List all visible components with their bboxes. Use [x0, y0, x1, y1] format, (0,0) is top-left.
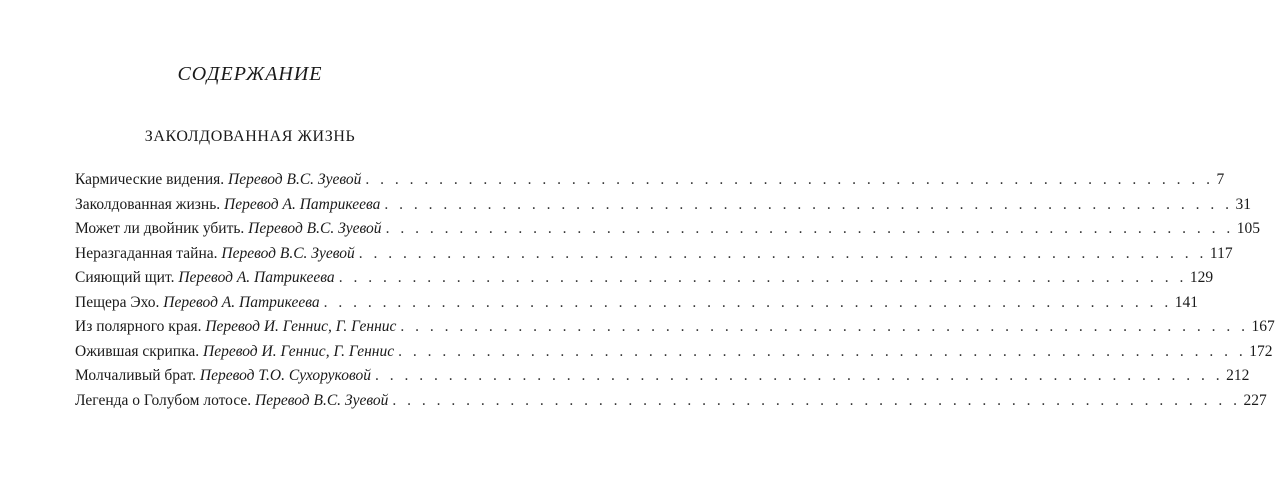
entry-title: Может ли двойник убить.: [75, 220, 245, 237]
dot-leader: . . . . . . . . . . . . . . . . . . . . . . . . . . . . . . . . . . . . . . . . . . . . . . . . . . . . . . . . . .: [358, 244, 1207, 262]
entry-translator: Перевод А. Патрикеева: [163, 293, 320, 311]
entry-translator: Перевод В.С. Зуевой: [255, 391, 389, 409]
toc-entry: [75, 269, 1214, 294]
entry-page-number: 227: [1243, 391, 1267, 409]
entry-title: Легенда о Голубом лотосе.: [75, 391, 252, 409]
toc-entry: [75, 220, 1260, 245]
toc-list: [75, 171, 1275, 416]
dot-leader: . . . . . . . . . . . . . . . . . . . . . . . . . . . . . . . . . . . . . . . . . . . . . . . . . . . . . . . . . .: [384, 195, 1233, 213]
toc-entry: [75, 171, 1225, 196]
contents-heading: СОДЕРЖАНИЕ: [177, 63, 323, 85]
entry-translator: Перевод В.С. Зуевой: [228, 171, 362, 188]
entry-page-number: 141: [1174, 293, 1199, 311]
toc-entry: [75, 293, 1199, 319]
toc-entry: [75, 318, 1275, 343]
dot-leader: . . . . . . . . . . . . . . . . . . . . . . . . . . . . . . . . . . . . . . . . . . . . . . . . . . . . . . . . . .: [400, 318, 1249, 335]
entry-title: Пещера Эхо.: [75, 293, 160, 311]
entry-title: Молчаливый брат.: [75, 367, 197, 384]
entry-translator: Перевод В.С. Зуевой: [248, 220, 382, 237]
entry-page-number: 167: [1251, 318, 1275, 335]
dot-leader: . . . . . . . . . . . . . . . . . . . . . . . . . . . . . . . . . . . . . . . . . . . . . . . . . . . . . . . . . .: [374, 367, 1224, 384]
toc-entry: [75, 367, 1250, 392]
entry-translator: Перевод И. Геннис, Г. Геннис: [203, 342, 395, 360]
entry-title: Кармические видения.: [75, 171, 225, 188]
entry-translator: Перевод А. Патрикеева: [224, 195, 381, 213]
toc-entry: [75, 244, 1233, 270]
section-heading: ЗАКОЛДОВАННАЯ ЖИЗНЬ: [144, 128, 356, 145]
entry-title: Из полярного края.: [75, 318, 202, 335]
entry-translator: Перевод Т.О. Сухоруковой: [199, 367, 371, 384]
entry-page-number: 117: [1209, 244, 1233, 262]
entry-page-number: 31: [1235, 195, 1251, 213]
dot-leader: . . . . . . . . . . . . . . . . . . . . . . . . . . . . . . . . . . . . . . . . . . . . . . . . . . . . . . . . . .: [398, 342, 1247, 360]
dot-leader: . . . . . . . . . . . . . . . . . . . . . . . . . . . . . . . . . . . . . . . . . . . . . . . . . . . . . . . . . .: [385, 220, 1234, 237]
entry-page-number: 212: [1226, 367, 1250, 384]
entry-page-number: 105: [1236, 220, 1260, 237]
dot-leader: . . . . . . . . . . . . . . . . . . . . . . . . . . . . . . . . . . . . . . . . . . . . . . . . . . . . . . . . . .: [338, 269, 1187, 286]
entry-translator: Перевод А. Патрикеева: [178, 269, 335, 286]
entry-page-number: 7: [1216, 171, 1225, 188]
entry-page-number: 172: [1249, 342, 1273, 360]
toc-entry: [75, 342, 1273, 368]
entry-title: Неразгаданная тайна.: [75, 244, 218, 262]
entry-title: Заколдованная жизнь.: [75, 195, 221, 213]
dot-leader: . . . . . . . . . . . . . . . . . . . . . . . . . . . . . . . . . . . . . . . . . . . . . . . . . . . . . . . . . .: [365, 171, 1214, 188]
entry-translator: Перевод В.С. Зуевой: [221, 244, 355, 262]
dot-leader: . . . . . . . . . . . . . . . . . . . . . . . . . . . . . . . . . . . . . . . . . . . . . . . . . . . . . . . . . .: [392, 391, 1241, 409]
entry-page-number: 129: [1189, 269, 1214, 286]
dot-leader: . . . . . . . . . . . . . . . . . . . . . . . . . . . . . . . . . . . . . . . . . . . . . . . . . . . . . . . . . .: [323, 293, 1172, 311]
entry-title: Ожившая скрипка.: [75, 342, 200, 360]
toc-entry: [75, 391, 1267, 417]
toc-entry: [75, 195, 1251, 221]
entry-translator: Перевод И. Геннис, Г. Геннис: [205, 318, 397, 335]
entry-title: Сияющий щит.: [75, 269, 175, 286]
